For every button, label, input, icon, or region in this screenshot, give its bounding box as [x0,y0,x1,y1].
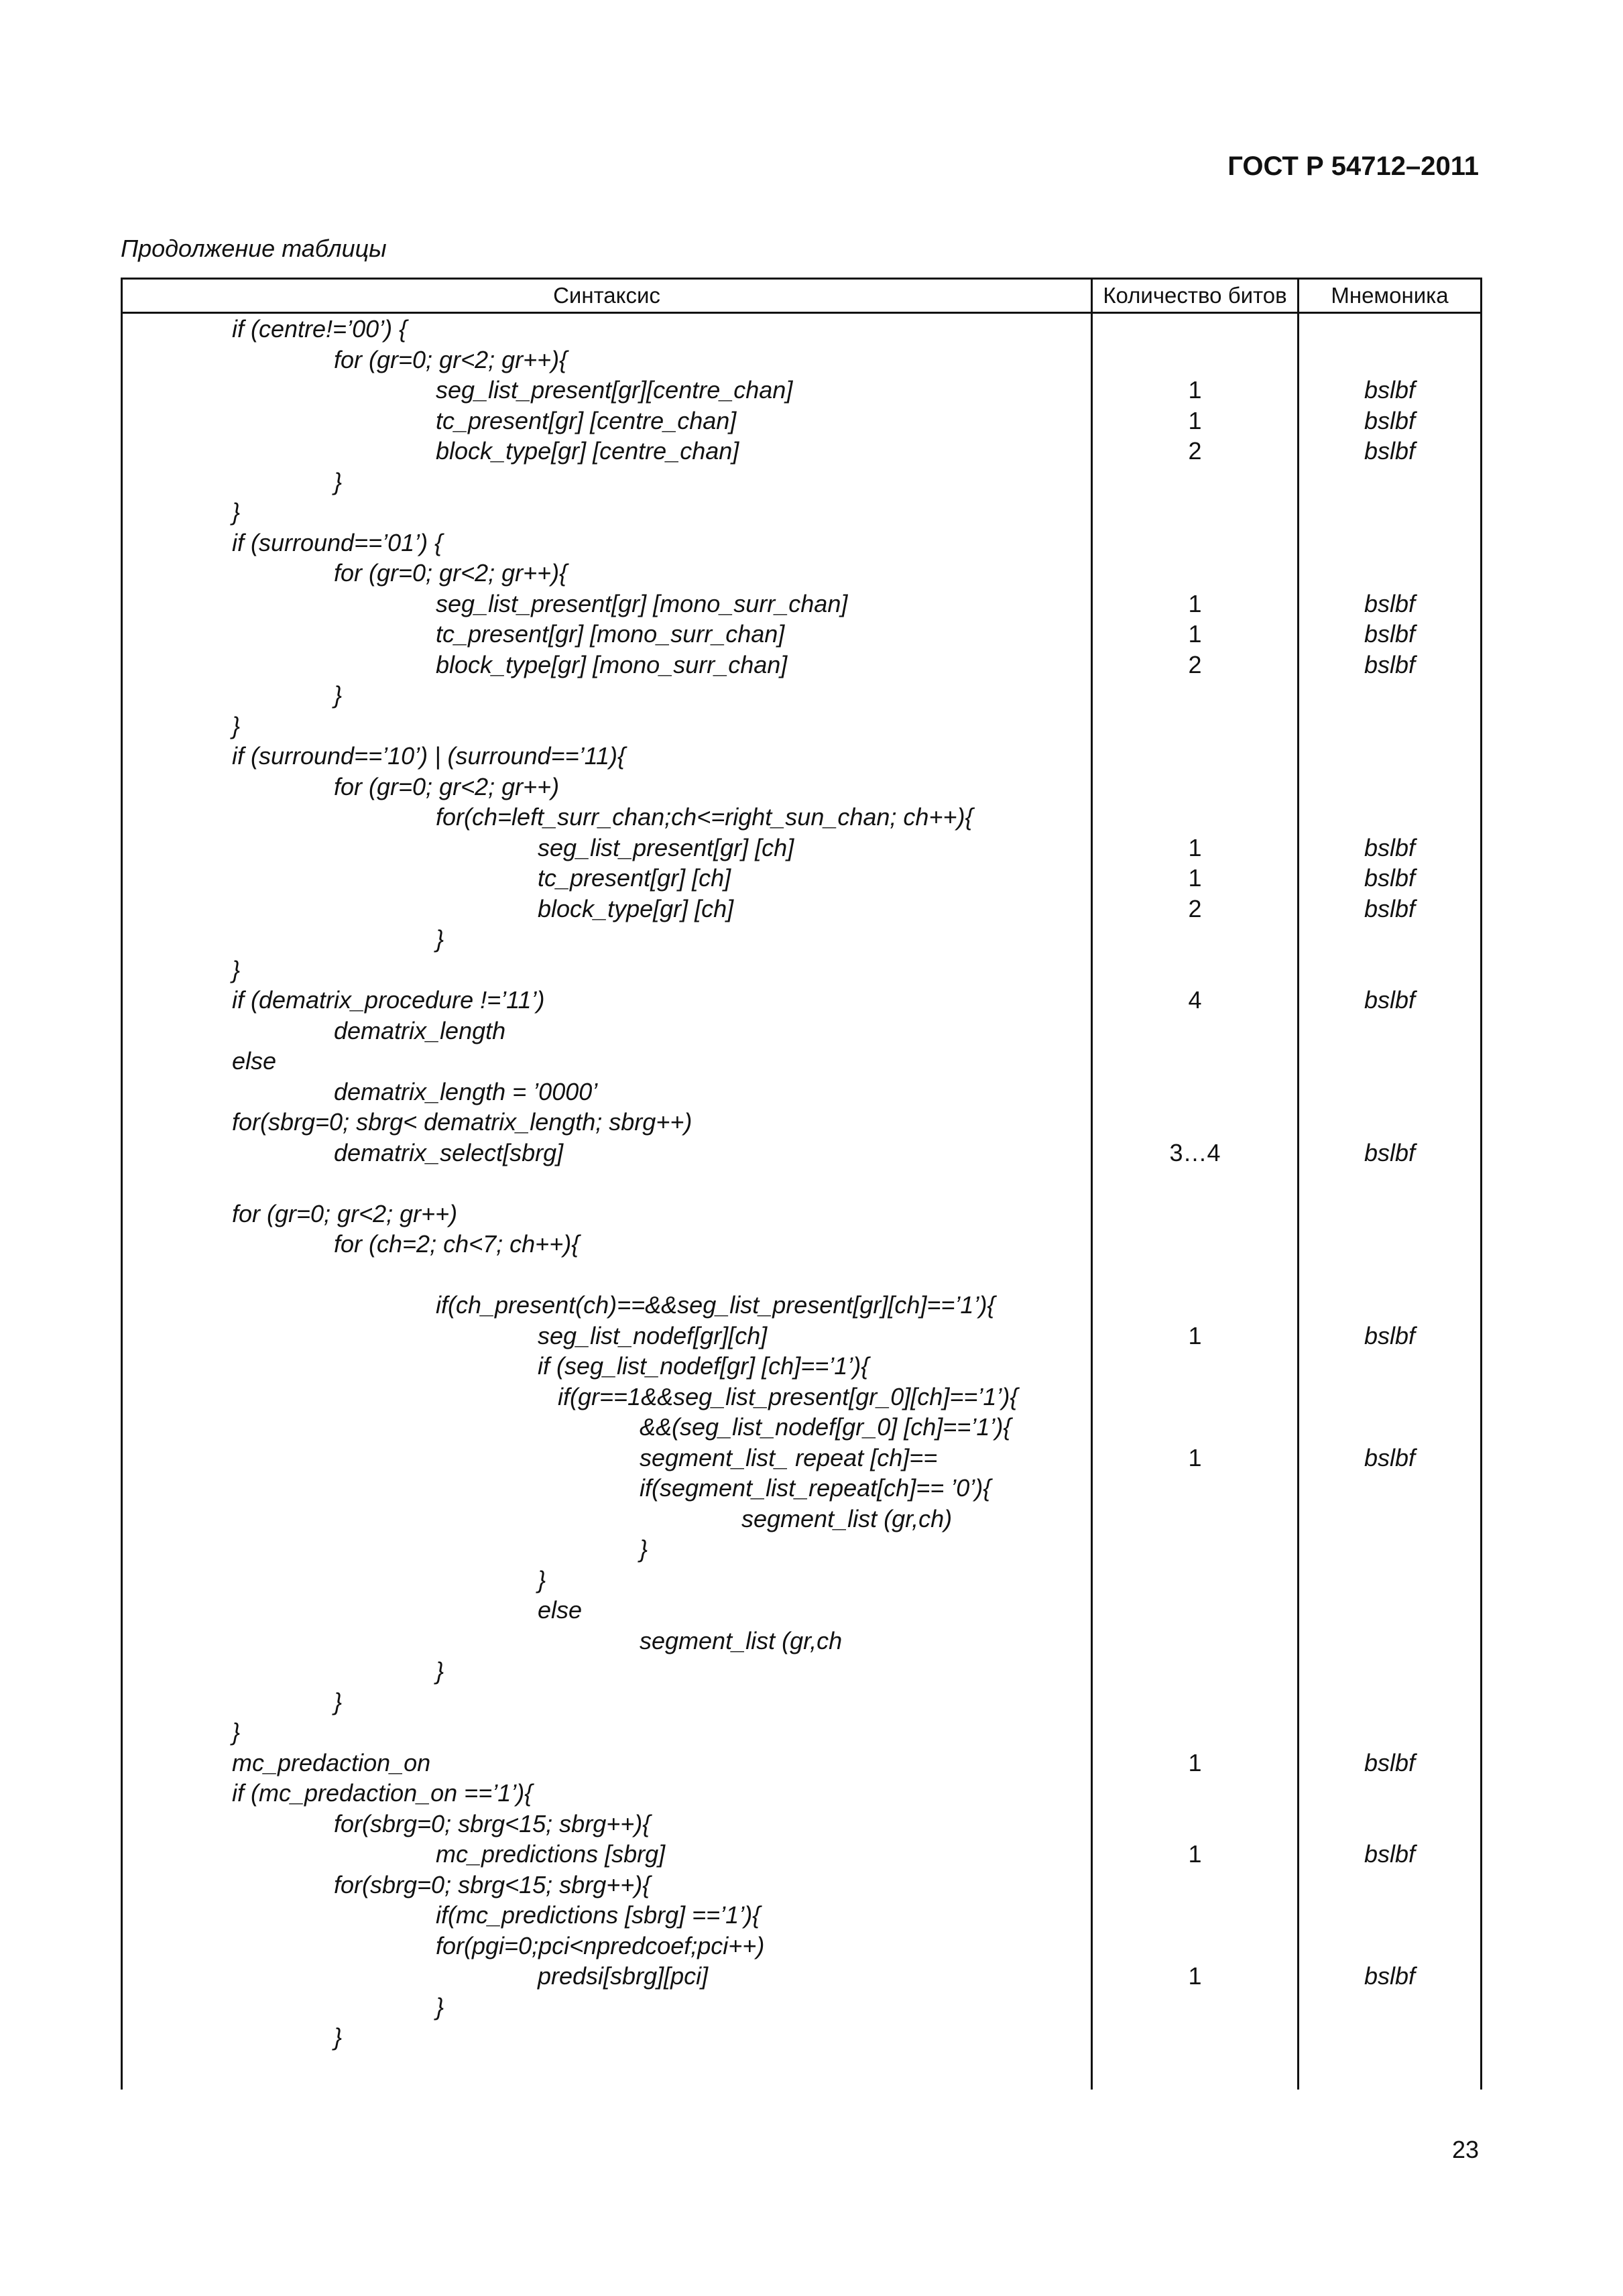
mnemonic-cell: bslbf [1364,986,1416,1014]
syntax-cell: for(ch=left_surr_chan;ch<=right_sun_chan; ch++){ [436,803,973,831]
syntax-cell: mc_predictions [sbrg] [436,1840,666,1868]
syntax-cell: } [232,711,241,739]
table-row [123,1961,1480,1992]
table-row [123,1748,1480,1778]
table-row [123,1168,1480,1199]
syntax-cell: block_type[gr] [ch] [538,894,734,922]
table-row [123,314,1480,345]
table-row [123,772,1480,802]
table-row [123,345,1480,375]
bits-cell: 2 [1188,437,1202,465]
column-header-bits: Количество битов [1103,283,1287,308]
table-row [123,924,1480,955]
bits-cell: 2 [1188,650,1202,678]
table-row [123,1046,1480,1077]
syntax-cell: tc_present[gr] [ch] [538,864,731,892]
syntax-cell: } [334,2023,343,2051]
table-row [123,1931,1480,1961]
syntax-table [121,278,1482,2090]
table-row [123,680,1480,711]
syntax-cell: tc_present[gr] [mono_surr_chan] [436,620,785,648]
table-row [123,1565,1480,1595]
syntax-cell: if (mc_predaction_on ==’1’){ [232,1779,533,1807]
syntax-cell: predsi[sbrg][pci] [538,1962,709,1990]
syntax-cell: for (gr=0; gr<2; gr++) [232,1199,458,1227]
table-row [123,1809,1480,1839]
table-row [123,1321,1480,1351]
table-row [123,1260,1480,1290]
table-body [123,314,1480,2053]
table-row [123,863,1480,894]
syntax-cell: if (surround==’10’) | (surround==’11){ [232,742,626,770]
syntax-cell: } [232,1718,241,1746]
table-row [123,894,1480,924]
syntax-cell: if (centre!=’00’) { [232,315,408,343]
syntax-cell: } [334,467,343,495]
table-row [123,1778,1480,1809]
table-row [123,467,1480,497]
table-row [123,650,1480,680]
table-row [123,1534,1480,1565]
syntax-cell: if (seg_list_nodef[gr] [ch]==’1’){ [538,1352,869,1380]
table-row [123,2022,1480,2053]
table-row [123,1016,1480,1046]
syntax-cell: if(ch_present(ch)==&&seg_list_present[gr][ch]==’1’){ [436,1291,996,1319]
table-row [123,1687,1480,1717]
syntax-cell: for(pgi=0;pci<npredcoef;pci++) [436,1931,765,1959]
table-row [123,1229,1480,1260]
syntax-cell: seg_list_present[gr] [mono_surr_chan] [436,589,848,617]
bits-cell: 1 [1188,1443,1202,1471]
syntax-cell: } [436,1992,444,2020]
syntax-cell: mc_predaction_on [232,1748,431,1776]
syntax-cell: dematrix_select[sbrg] [334,1138,564,1166]
syntax-cell: segment_list (gr,ch [640,1626,843,1654]
mnemonic-cell: bslbf [1364,589,1416,617]
mnemonic-cell: bslbf [1364,1748,1416,1776]
table-row [123,1412,1480,1443]
mnemonic-cell: bslbf [1364,1962,1416,1990]
syntax-cell: block_type[gr] [mono_surr_chan] [436,650,788,678]
table-row [123,1443,1480,1473]
bits-cell: 1 [1188,864,1202,892]
bits-cell: 2 [1188,894,1202,922]
syntax-cell: for (gr=0; gr<2; gr++){ [334,345,568,373]
table-row [123,436,1480,467]
document-header-standard: ГОСТ Р 54712–2011 [1227,152,1479,181]
bits-cell: 4 [1188,986,1202,1014]
syntax-cell: tc_present[gr] [centre_chan] [436,406,737,434]
syntax-cell: if(gr==1&&seg_list_present[gr_0][ch]==’1’){ [558,1382,1018,1410]
table-row [123,1351,1480,1382]
table-row [123,558,1480,589]
table-row [123,1900,1480,1931]
mnemonic-cell: bslbf [1364,1138,1416,1166]
table-row [123,406,1480,436]
syntax-cell: segment_list (gr,ch) [741,1504,953,1532]
bits-cell: 1 [1188,1321,1202,1349]
syntax-cell: } [232,498,241,526]
table-row [123,1839,1480,1870]
table-row [123,833,1480,863]
table-row [123,985,1480,1016]
table-row [123,497,1480,528]
syntax-cell: dematrix_length = ’0000’ [334,1077,598,1105]
syntax-cell: for (gr=0; gr<2; gr++){ [334,559,568,587]
table-header [123,280,1480,314]
column-header-mnemonic: Мнемоника [1331,283,1449,308]
table-row [123,1107,1480,1138]
syntax-cell: } [436,925,444,953]
syntax-cell: seg_list_present[gr][centre_chan] [436,376,793,404]
table-row [123,741,1480,772]
syntax-cell: block_type[gr] [centre_chan] [436,437,739,465]
mnemonic-cell: bslbf [1364,650,1416,678]
table-row [123,1992,1480,2022]
table-row [123,1656,1480,1687]
syntax-cell: for(sbrg=0; sbrg<15; sbrg++){ [334,1809,651,1837]
syntax-cell: dematrix_length [334,1016,506,1044]
syntax-cell: } [334,1687,343,1715]
table-row [123,528,1480,558]
bits-cell: 1 [1188,406,1202,434]
mnemonic-cell: bslbf [1364,620,1416,648]
syntax-cell: seg_list_nodef[gr][ch] [538,1321,768,1349]
table-row [123,802,1480,833]
table-row [123,1504,1480,1534]
table-caption: Продолжение таблицы [121,235,387,262]
syntax-cell: for(sbrg=0; sbrg< dematrix_length; sbrg++) [232,1108,693,1136]
syntax-cell: else [232,1047,277,1075]
syntax-cell: if(mc_predictions [sbrg] ==’1’){ [436,1901,761,1929]
syntax-cell: } [232,955,241,983]
table-row [123,589,1480,619]
syntax-cell: for (gr=0; gr<2; gr++) [334,772,560,800]
table-row [123,955,1480,985]
syntax-cell: segment_list_ repeat [ch]== [640,1443,938,1471]
mnemonic-cell: bslbf [1364,376,1416,404]
mnemonic-cell: bslbf [1364,437,1416,465]
syntax-cell: if (surround==’01’) { [232,528,443,556]
bits-cell: 3…4 [1169,1138,1221,1166]
mnemonic-cell: bslbf [1364,1443,1416,1471]
table-row [123,1290,1480,1321]
table-row [123,1717,1480,1748]
bits-cell: 1 [1188,1962,1202,1990]
table-row [123,1382,1480,1412]
table-row [123,1199,1480,1229]
syntax-cell: for (ch=2; ch<7; ch++){ [334,1230,580,1258]
syntax-cell: if (dematrix_procedure !=’11’) [232,986,545,1014]
mnemonic-cell: bslbf [1364,406,1416,434]
column-header-syntax: Синтаксис [553,283,660,308]
page-number: 23 [1451,2136,1479,2163]
table-row [123,1626,1480,1656]
syntax-cell: else [538,1596,583,1624]
syntax-cell: } [538,1565,546,1593]
bits-cell: 1 [1188,833,1202,861]
syntax-cell: } [640,1535,648,1563]
table-row [123,711,1480,741]
mnemonic-cell: bslbf [1364,894,1416,922]
mnemonic-cell: bslbf [1364,833,1416,861]
syntax-cell: for(sbrg=0; sbrg<15; sbrg++){ [334,1870,651,1898]
table-row [123,619,1480,650]
bits-cell: 1 [1188,620,1202,648]
bits-cell: 1 [1188,589,1202,617]
syntax-cell: &&(seg_list_nodef[gr_0] [ch]==’1’){ [640,1413,1012,1441]
table-row [123,1138,1480,1168]
bits-cell: 1 [1188,1840,1202,1868]
table-row [123,1595,1480,1626]
mnemonic-cell: bslbf [1364,1840,1416,1868]
mnemonic-cell: bslbf [1364,1321,1416,1349]
syntax-cell: } [334,681,343,709]
syntax-cell: if(segment_list_repeat[ch]== ’0’){ [640,1474,991,1502]
table-row [123,1870,1480,1900]
mnemonic-cell: bslbf [1364,864,1416,892]
table-row [123,1473,1480,1504]
bits-cell: 1 [1188,376,1202,404]
table-row [123,1077,1480,1107]
syntax-cell: } [436,1657,444,1685]
table-row [123,375,1480,406]
bits-cell: 1 [1188,1748,1202,1776]
syntax-cell: seg_list_present[gr] [ch] [538,833,794,861]
